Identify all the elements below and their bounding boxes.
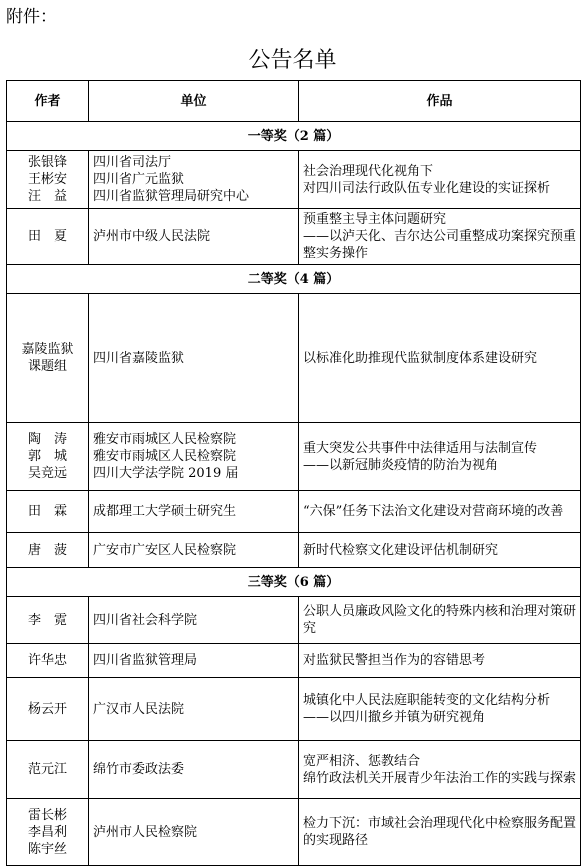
document-title: 公告名单 bbox=[248, 48, 337, 73]
author-cell bbox=[7, 423, 89, 491]
unit-name: 四川省监狱管理局研究中心 bbox=[93, 189, 250, 204]
author-name: 雷长彬 bbox=[27, 807, 67, 823]
author-name: 李昌利 bbox=[27, 824, 67, 840]
work-title: 对四川司法行政队伍专业化建设的实证探析 bbox=[303, 180, 551, 196]
author-cell bbox=[7, 491, 89, 533]
author-cell bbox=[7, 533, 89, 568]
work-cell bbox=[299, 294, 581, 423]
author-cell bbox=[7, 799, 89, 866]
column-header-author: 作者 bbox=[7, 81, 89, 122]
unit-cell bbox=[89, 151, 299, 209]
work-title: 重大突发公共事件中法律适用与法制宣传 bbox=[303, 440, 538, 456]
work-title: 城镇化中人民法庭职能转变的文化结构分析 bbox=[303, 693, 551, 708]
unit-name: 绵竹市委政法委 bbox=[93, 762, 185, 777]
table-row bbox=[7, 151, 581, 209]
author-name: 陈宇丝 bbox=[27, 841, 67, 857]
section-row bbox=[7, 568, 581, 597]
table-row bbox=[7, 491, 581, 533]
work-cell bbox=[299, 644, 581, 678]
author-name: 吴竞远 bbox=[27, 466, 67, 481]
author-name: 汪 益 bbox=[27, 189, 67, 204]
work-title: 检力下沉：市域社会治理现代化中检察服务配置的实现路径 bbox=[303, 816, 577, 848]
author-cell bbox=[7, 644, 89, 678]
author-name: 陶 涛 bbox=[27, 432, 67, 447]
work-title: ——以四川撤乡并镇为研究视角 bbox=[303, 710, 486, 725]
table-row bbox=[7, 209, 581, 265]
table-row bbox=[7, 294, 581, 423]
author-name: 杨云开 bbox=[27, 701, 67, 717]
work-title: 公职人员廉政风险文化的特殊内核和治理对策研究 bbox=[303, 604, 577, 636]
table-row bbox=[7, 644, 581, 678]
unit-name: 广安市广安区人民检察院 bbox=[93, 542, 237, 558]
work-cell bbox=[299, 741, 581, 799]
work-title: 绵竹政法机关开展青少年法治工作的实践与探索 bbox=[303, 770, 577, 786]
author-cell bbox=[7, 151, 89, 209]
work-title: 以标准化助推现代监狱制度体系建设研究 bbox=[303, 350, 538, 366]
work-cell bbox=[299, 491, 581, 533]
author-name: 唐 菠 bbox=[27, 542, 67, 558]
work-cell bbox=[299, 533, 581, 568]
unit-name: 四川省社会科学院 bbox=[93, 612, 198, 628]
unit-name: 四川省嘉陵监狱 bbox=[93, 350, 185, 366]
attachment-label: 附件： bbox=[6, 7, 57, 27]
unit-cell bbox=[89, 597, 299, 644]
author-cell bbox=[7, 209, 89, 265]
unit-name: 四川省广元监狱 bbox=[93, 172, 185, 187]
unit-name: 成都理工大学硕士研究生 bbox=[93, 504, 237, 519]
table-row bbox=[7, 597, 581, 644]
work-cell bbox=[299, 799, 581, 866]
unit-cell bbox=[89, 799, 299, 866]
author-name: 李 霓 bbox=[27, 612, 67, 628]
work-title: 预重整主导主体问题研究 bbox=[303, 212, 447, 227]
author-name: 田 夏 bbox=[27, 229, 67, 244]
unit-name: 雅安市雨城区人民检察院 bbox=[93, 432, 237, 447]
author-name: 王彬安 bbox=[27, 172, 67, 187]
work-title: “六保”任务下法治文化建设对营商环境的改善 bbox=[303, 504, 564, 519]
table-row bbox=[7, 423, 581, 491]
column-header-unit: 单位 bbox=[89, 81, 299, 122]
section-title: 三等奖（6 篇） bbox=[7, 568, 581, 597]
author-name: 范元江 bbox=[27, 762, 67, 777]
table-header-row bbox=[7, 81, 581, 122]
work-cell bbox=[299, 423, 581, 491]
work-title: 对监狱民警担当作为的容错思考 bbox=[303, 653, 486, 668]
work-cell bbox=[299, 151, 581, 209]
work-title: 社会治理现代化视角下 bbox=[303, 163, 434, 179]
work-cell bbox=[299, 209, 581, 265]
work-title: ——以泸天化、吉尔达公司重整成功案探究预重整实务操作 bbox=[303, 229, 577, 261]
author-name: 嘉陵监狱 bbox=[21, 342, 74, 357]
unit-cell bbox=[89, 423, 299, 491]
table-row bbox=[7, 533, 581, 568]
author-name: 课题组 bbox=[27, 359, 67, 374]
author-cell bbox=[7, 294, 89, 423]
unit-name: 泸州市人民检察院 bbox=[93, 824, 198, 840]
unit-cell bbox=[89, 294, 299, 423]
unit-cell bbox=[89, 644, 299, 678]
unit-name: 雅安市雨城区人民检察院 bbox=[93, 449, 237, 464]
author-name: 田 霖 bbox=[27, 504, 67, 519]
unit-name: 四川大学法学院 2019 届 bbox=[93, 466, 239, 481]
author-cell bbox=[7, 678, 89, 741]
work-title: ——以新冠肺炎疫情的防治为视角 bbox=[303, 457, 499, 473]
work-cell bbox=[299, 597, 581, 644]
author-name: 张银锋 bbox=[27, 155, 67, 170]
unit-name: 四川省司法厅 bbox=[93, 155, 172, 170]
section-title: 一等奖（2 篇） bbox=[7, 122, 581, 151]
award-table bbox=[6, 80, 581, 866]
section-row bbox=[7, 122, 581, 151]
unit-cell bbox=[89, 209, 299, 265]
unit-cell bbox=[89, 533, 299, 568]
unit-name: 泸州市中级人民法院 bbox=[93, 229, 211, 244]
author-name: 郭 城 bbox=[27, 449, 67, 464]
unit-name: 广汉市人民法院 bbox=[93, 701, 185, 717]
unit-cell bbox=[89, 678, 299, 741]
table-row bbox=[7, 799, 581, 866]
author-name: 许华忠 bbox=[27, 653, 67, 668]
section-row bbox=[7, 265, 581, 294]
table-row bbox=[7, 741, 581, 799]
work-title: 新时代检察文化建设评估机制研究 bbox=[303, 542, 499, 558]
author-cell bbox=[7, 597, 89, 644]
unit-cell bbox=[89, 491, 299, 533]
work-cell bbox=[299, 678, 581, 741]
section-title: 二等奖（4 篇） bbox=[7, 265, 581, 294]
author-cell bbox=[7, 741, 89, 799]
unit-cell bbox=[89, 741, 299, 799]
unit-name: 四川省监狱管理局 bbox=[93, 653, 198, 668]
table-row bbox=[7, 678, 581, 741]
work-title: 宽严相济、惩教结合 bbox=[303, 753, 421, 769]
column-header-work: 作品 bbox=[299, 81, 581, 122]
